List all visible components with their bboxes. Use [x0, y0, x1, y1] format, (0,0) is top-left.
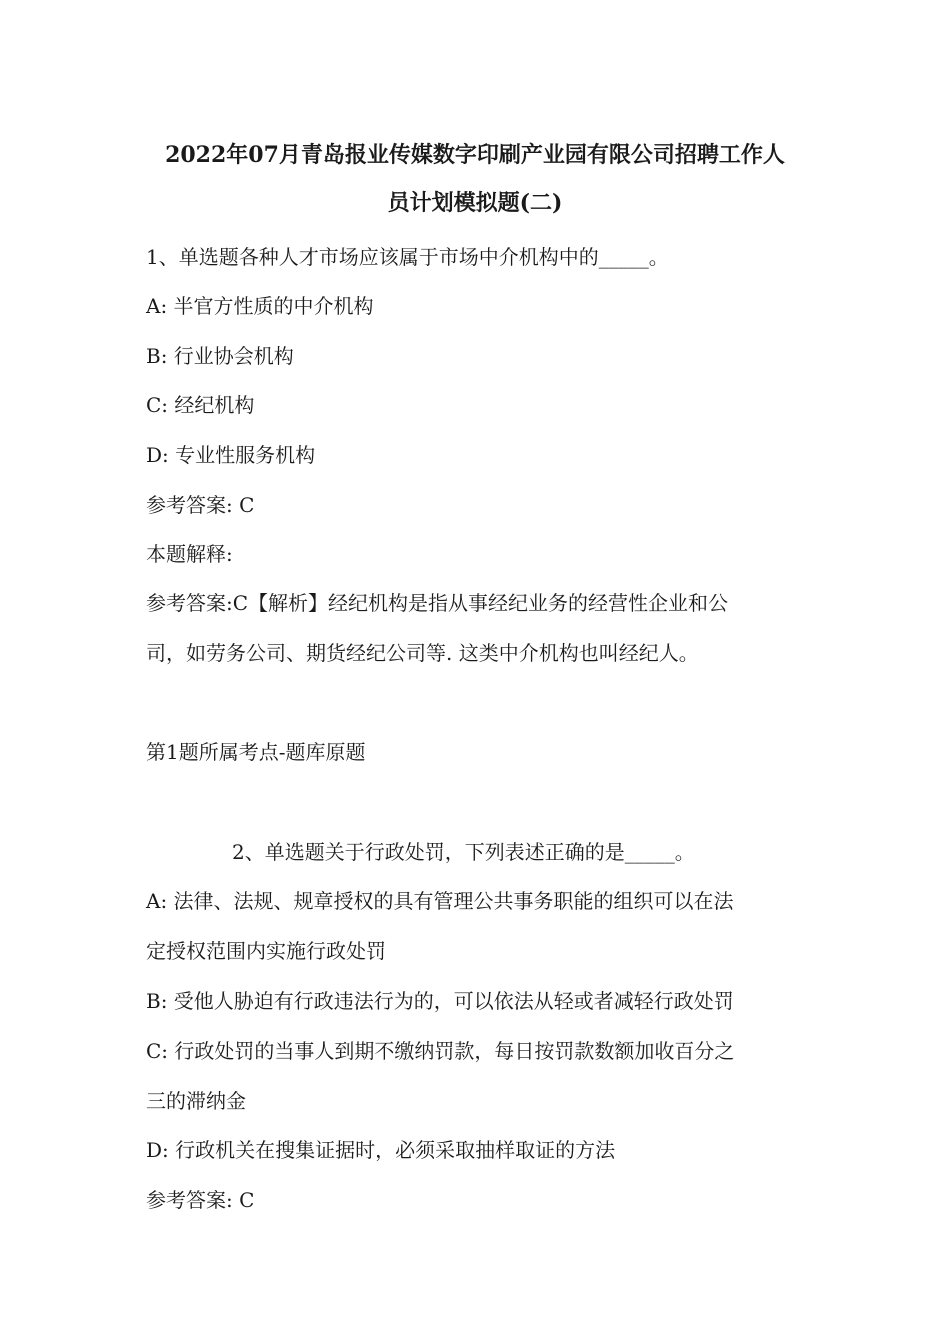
- question-1-answer: 参考答案: C: [146, 493, 255, 517]
- question-1-explanation-line-1: 参考答案:C【解析】经纪机构是指从事经纪业务的经营性企业和公: [146, 591, 729, 615]
- document-title-line-1: 2022年07月青岛报业传媒数字印刷产业园有限公司招聘工作人: [165, 142, 785, 168]
- question-1-option-c: C: 经纪机构: [146, 393, 255, 417]
- question-2-option-c-line-2: 三的滞纳金: [146, 1089, 246, 1113]
- question-1-option-a: A: 半官方性质的中介机构: [146, 294, 374, 318]
- question-2-answer: 参考答案: C: [146, 1188, 255, 1212]
- question-2-option-a-line-1: A: 法律、法规、规章授权的具有管理公共事务职能的组织可以在法: [146, 889, 734, 913]
- question-1-text: 1、单选题各种人才市场应该属于市场中介机构中的_____。: [146, 245, 669, 269]
- question-1-option-b: B: 行业协会机构: [146, 344, 294, 368]
- question-1-explanation-label: 本题解释:: [146, 542, 233, 566]
- question-2-option-a-line-2: 定授权范围内实施行政处罚: [146, 939, 386, 963]
- question-1-explanation-line-2: 司，如劳务公司、期货经纪公司等. 这类中介机构也叫经纪人。: [146, 641, 699, 665]
- question-2-option-c-line-1: C: 行政处罚的当事人到期不缴纳罚款，每日按罚款数额加收百分之: [146, 1039, 735, 1063]
- question-2-option-b: B: 受他人胁迫有行政违法行为的，可以依法从轻或者减轻行政处罚: [146, 989, 734, 1013]
- question-1-option-d: D: 专业性服务机构: [146, 443, 316, 467]
- document-title-line-2: 员计划模拟题(二): [387, 190, 563, 216]
- question-1-knowledge-point: 第1题所属考点-题库原题: [146, 740, 366, 764]
- question-2-text: 2、单选题关于行政处罚，下列表述正确的是_____。: [232, 840, 695, 864]
- question-2-option-d: D: 行政机关在搜集证据时，必须采取抽样取证的方法: [146, 1138, 616, 1162]
